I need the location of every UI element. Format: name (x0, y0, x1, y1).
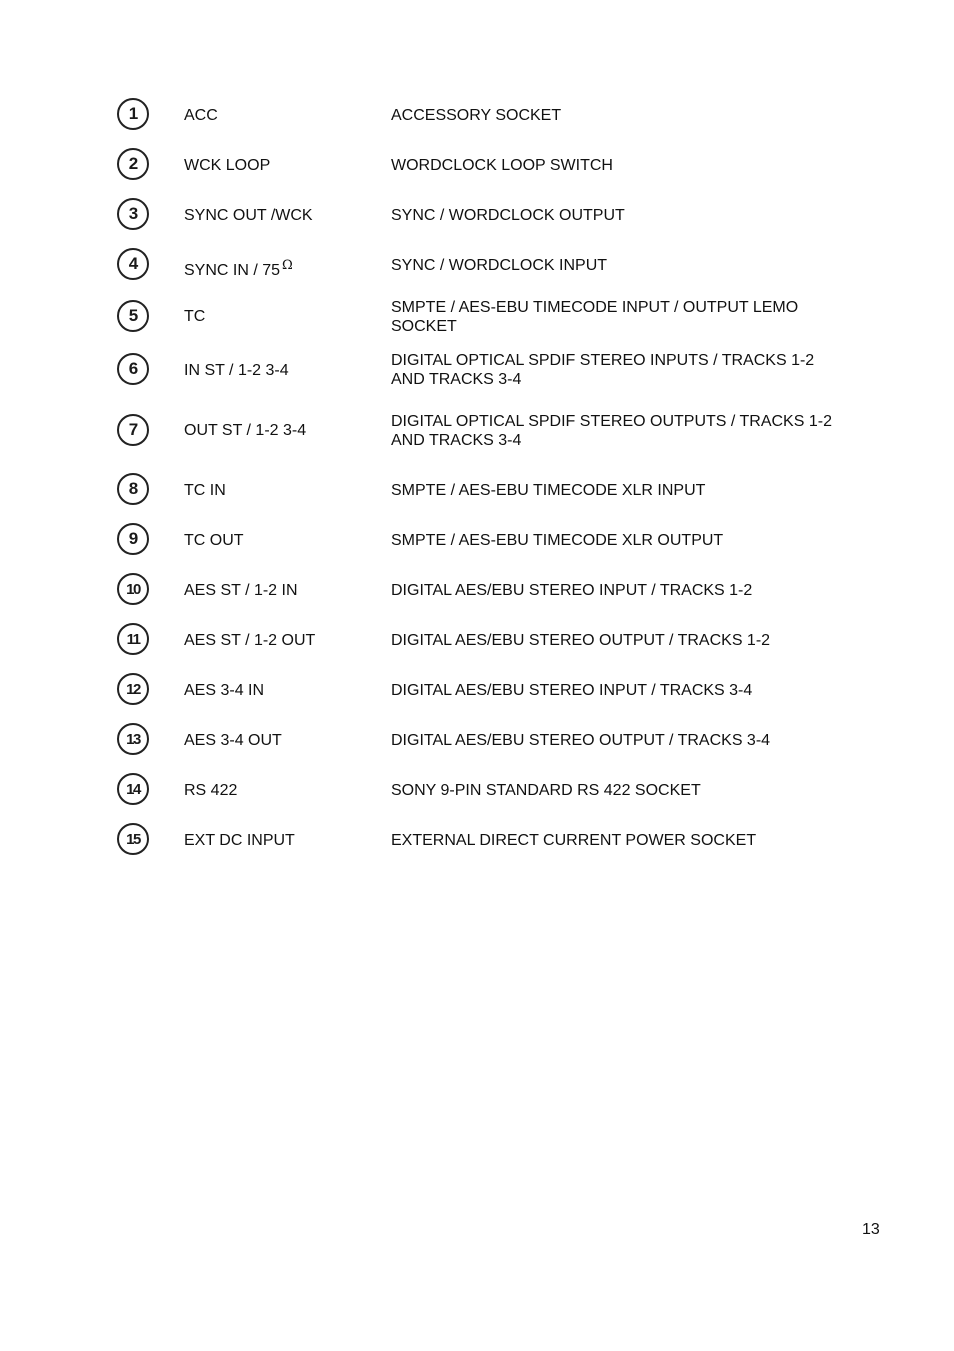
item-label: WCK LOOP (184, 157, 271, 174)
item-description: EXTERNAL DIRECT CURRENT POWER SOCKET (391, 832, 757, 849)
number-badge-9: 9 (117, 523, 149, 555)
number-badge-4: 4 (117, 248, 149, 280)
page-number: 13 (862, 1221, 880, 1238)
number-badge-2: 2 (117, 148, 149, 180)
item-description: SMPTE / AES-EBU TIMECODE XLR INPUT (391, 482, 706, 499)
item-label: OUT ST / 1-2 3-4 (184, 422, 307, 439)
item-label: TC (184, 308, 206, 325)
number-badge-11: 11 (117, 623, 149, 655)
item-label: ACC (184, 107, 218, 124)
item-label: AES 3-4 IN (184, 682, 265, 699)
ohm-symbol: Ω (282, 258, 293, 273)
item-description: WORDCLOCK LOOP SWITCH (391, 157, 613, 174)
number-badge-6: 6 (117, 353, 149, 385)
number-badge-8: 8 (117, 473, 149, 505)
item-label: EXT DC INPUT (184, 832, 295, 849)
item-description: DIGITAL OPTICAL SPDIF STEREO INPUTS / TRACKS 1-2 AND TRACKS 3-4 (391, 352, 815, 388)
item-description: SYNC / WORDCLOCK INPUT (391, 257, 608, 274)
item-label: SYNC OUT /WCK (184, 207, 313, 224)
number-badge-3: 3 (117, 198, 149, 230)
item-label-text: SYNC IN / 75 (184, 262, 281, 279)
number-badge-7: 7 (117, 414, 149, 446)
number-badge-15: 15 (117, 823, 149, 855)
item-description: SYNC / WORDCLOCK OUTPUT (391, 207, 625, 224)
item-label: TC OUT (184, 532, 244, 549)
item-label: RS 422 (184, 782, 238, 799)
item-description: SONY 9-PIN STANDARD RS 422 SOCKET (391, 782, 701, 799)
number-badge-1: 1 (117, 98, 149, 130)
item-label: AES 3-4 OUT (184, 732, 282, 749)
item-label: AES ST / 1-2 IN (184, 582, 298, 599)
item-description: SMPTE / AES-EBU TIMECODE INPUT / OUTPUT LEMO SOCKET (391, 299, 799, 335)
item-description: ACCESSORY SOCKET (391, 107, 562, 124)
number-badge-10: 10 (117, 573, 149, 605)
item-label (184, 256, 293, 280)
item-description: SMPTE / AES-EBU TIMECODE XLR OUTPUT (391, 532, 724, 549)
item-description: DIGITAL AES/EBU STEREO OUTPUT / TRACKS 1-2 (391, 632, 771, 649)
item-description: DIGITAL AES/EBU STEREO INPUT / TRACKS 1-2 (391, 582, 753, 599)
item-label: IN ST / 1-2 3-4 (184, 362, 289, 379)
item-label: TC IN (184, 482, 226, 499)
item-description: DIGITAL AES/EBU STEREO OUTPUT / TRACKS 3-4 (391, 732, 771, 749)
item-description: DIGITAL OPTICAL SPDIF STEREO OUTPUTS / TRACKS 1-2 AND TRACKS 3-4 (391, 413, 832, 449)
item-label: AES ST / 1-2 OUT (184, 632, 316, 649)
number-badge-14: 14 (117, 773, 149, 805)
item-description: DIGITAL AES/EBU STEREO INPUT / TRACKS 3-4 (391, 682, 753, 699)
number-badge-12: 12 (117, 673, 149, 705)
number-badge-5: 5 (117, 300, 149, 332)
number-badge-13: 13 (117, 723, 149, 755)
